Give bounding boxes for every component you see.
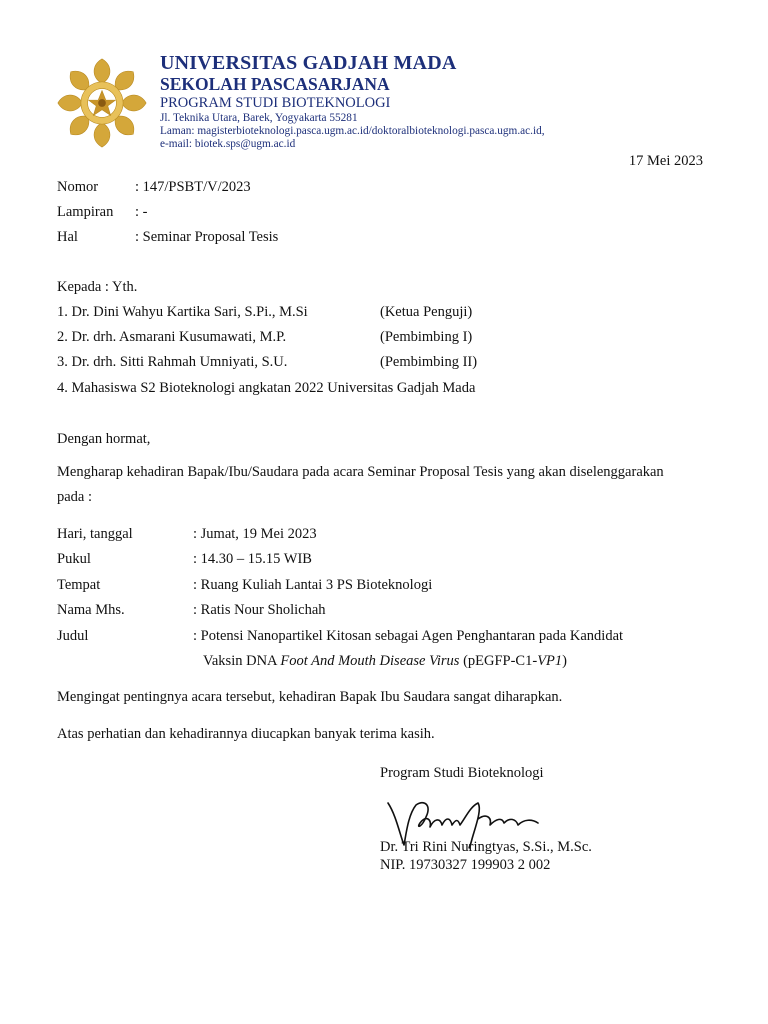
closing-line-1: Mengingat pentingnya acara tersebut, kehadiran Bapak Ibu Saudara sangat diharapkan.: [57, 689, 563, 705]
nomor-value: : 147/PSBT/V/2023: [135, 179, 251, 195]
detail-date-label: Hari, tanggal: [57, 526, 133, 542]
recipient-2-role: (Pembimbing I): [380, 329, 473, 345]
university-name: UNIVERSITAS GADJAH MADA: [160, 52, 457, 74]
title-suffix: ): [562, 653, 567, 669]
school-name: SEKOLAH PASCASARJANA: [160, 74, 390, 94]
program-name: PROGRAM STUDI BIOTEKNOLOGI: [160, 95, 391, 111]
detail-title-value: : Potensi Nanopartikel Kitosan sebagai Agen Penghantaran pada Kandidat: [193, 628, 624, 644]
signatory-name: Dr. Tri Rini Nuringtyas, S.Si., M.Sc.: [380, 839, 592, 855]
email-line: e-mail: biotek.sps@ugm.ac.id: [160, 138, 296, 150]
title-italic-2: VP1: [537, 653, 563, 669]
website-line: Laman: magisterbioteknologi.pasca.ugm.ac.id/doktoralbioteknologi.pasca.ugm.ac.id,: [160, 125, 545, 137]
title-prefix: Vaksin DNA: [203, 653, 281, 669]
lampiran-label: Lampiran: [57, 204, 114, 220]
nomor-label: Nomor: [57, 179, 99, 195]
closing-line-2: Atas perhatian dan kehadirannya diucapkan banyak terima kasih.: [57, 726, 435, 742]
signature-org: Program Studi Bioteknologi: [380, 765, 544, 781]
recipient-3: 3. Dr. drh. Sitti Rahmah Umniyati, S.U.: [57, 354, 288, 370]
recipient-1-role: (Ketua Penguji): [380, 304, 473, 320]
detail-student-label: Nama Mhs.: [57, 602, 125, 618]
hal-label: Hal: [57, 229, 78, 245]
detail-date-value: : Jumat, 19 Mei 2023: [193, 526, 317, 542]
signatory-nip: NIP. 19730327 199903 2 002: [380, 857, 551, 873]
title-italic: Foot And Mouth Disease Virus: [280, 653, 460, 669]
recipient-1: 1. Dr. Dini Wahyu Kartika Sari, S.Pi., M.Si: [57, 304, 308, 320]
detail-student-value: : Ratis Nour Sholichah: [193, 602, 326, 618]
recipient-2: 2. Dr. drh. Asmarani Kusumawati, M.P.: [57, 329, 287, 345]
greeting: Dengan hormat,: [57, 431, 151, 447]
recipients-intro: Kepada : Yth.: [57, 279, 138, 295]
letter-date: 17 Mei 2023: [628, 153, 703, 169]
letterhead: [160, 52, 545, 151]
detail-time-value: : 14.30 – 15.15 WIB: [193, 551, 312, 567]
lampiran-value: : -: [135, 204, 148, 220]
ugm-logo: [54, 55, 150, 151]
address: Jl. Teknika Utara, Barek, Yogyakarta 55281: [160, 112, 358, 124]
detail-place-label: Tempat: [57, 577, 101, 593]
invite-line-2: pada :: [57, 489, 93, 505]
invite-line-1: Mengharap kehadiran Bapak/Ibu/Saudara pada acara Seminar Proposal Tesis yang akan diselenggarakan: [57, 464, 664, 480]
hal-value: : Seminar Proposal Tesis: [135, 229, 279, 245]
detail-place-value: : Ruang Kuliah Lantai 3 PS Bioteknologi: [193, 577, 433, 593]
recipient-4: 4. Mahasiswa S2 Bioteknologi angkatan 2022 Universitas Gadjah Mada: [57, 380, 476, 396]
detail-title-label: Judul: [57, 628, 89, 644]
detail-time-label: Pukul: [57, 551, 91, 567]
title-mid: (pEGFP-C1-: [459, 653, 538, 669]
detail-title-continued: [203, 652, 567, 670]
recipient-3-role: (Pembimbing II): [380, 354, 478, 370]
